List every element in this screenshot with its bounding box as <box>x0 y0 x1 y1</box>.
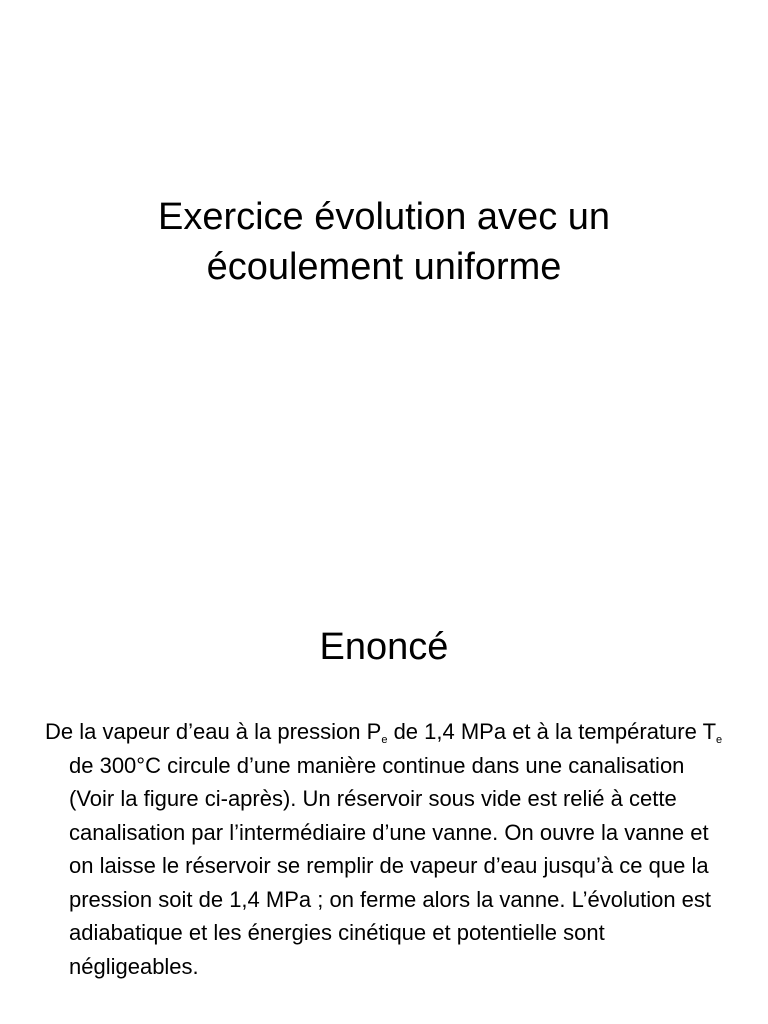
slide-title-line-1: Exercice évolution avec un <box>157 196 611 238</box>
section-title: Enoncé <box>319 626 449 668</box>
statement-text-3: de 300°C circule d’une manière continue dans une canalisation (Voir la figure ci-après). Un réservoir sous vide est relié à cette canalisation par l’intermédiaire d’une vanne. On ouvre la vanne et on laisse le réservoir se remplir de vapeur d’eau jusqu’à ce que la pression soit de 1,4 MPa ; on ferme alors la vanne. L’évolution est adiabatique et les énergies cinétique et potentielle sont négligeables. <box>69 752 712 979</box>
slide-title-line-2: écoulement uniforme <box>206 246 562 288</box>
problem-statement <box>45 715 725 983</box>
pressure-subscript: e <box>381 734 388 746</box>
statement-text-1: De la vapeur d’eau à la pression P <box>45 719 382 744</box>
statement-text-2: de 1,4 MPa et à la température T <box>387 719 717 744</box>
temperature-subscript: e <box>716 734 723 746</box>
slide-title <box>40 192 728 292</box>
